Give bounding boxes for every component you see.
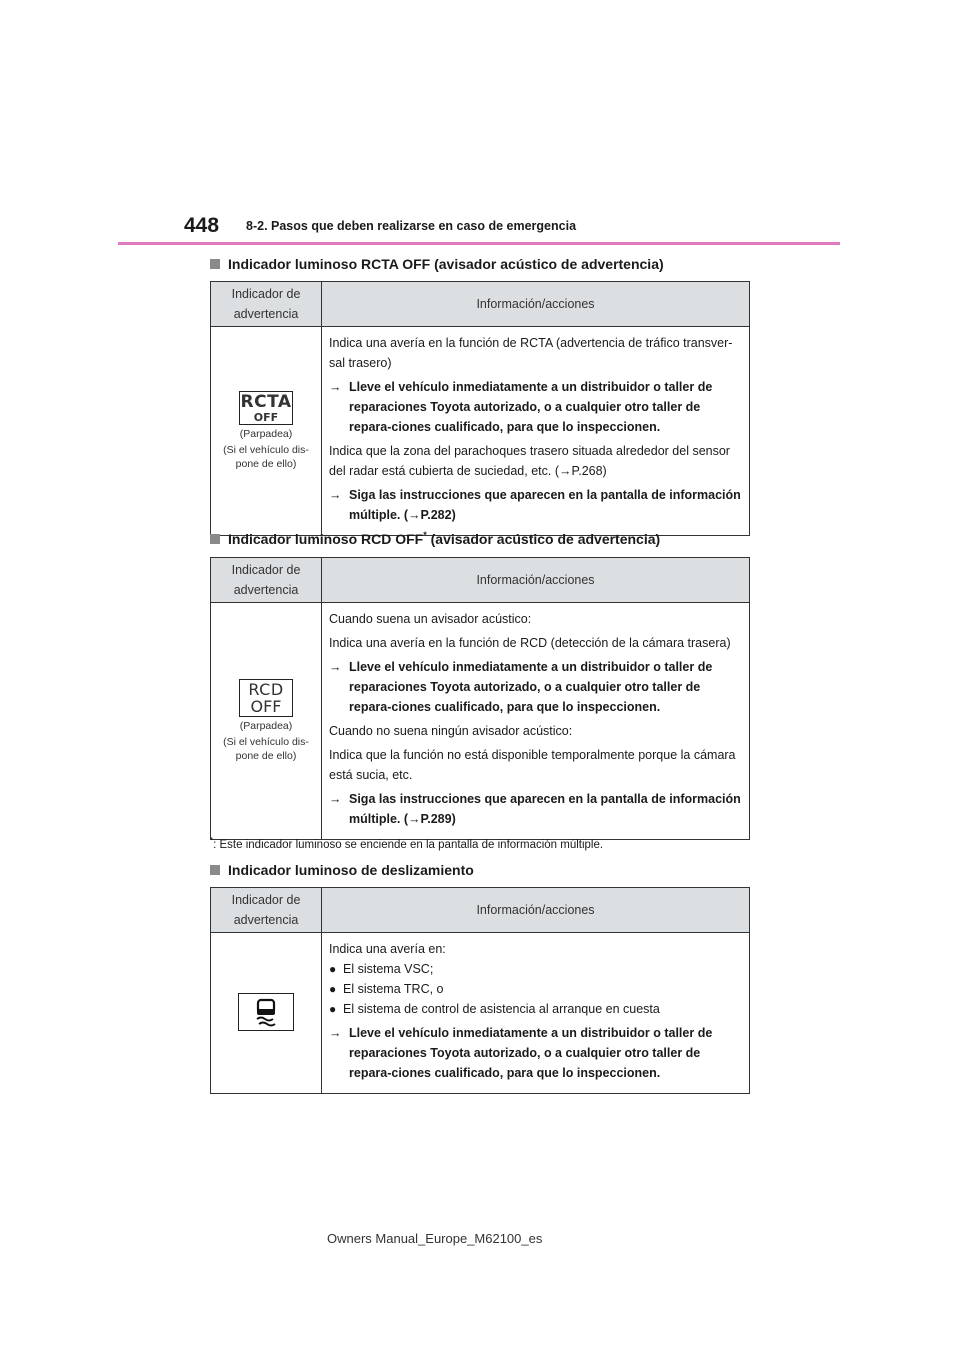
action-item xyxy=(329,657,745,717)
list-item-text: El sistema TRC, o xyxy=(343,982,444,996)
col-header-info: Información/acciones xyxy=(322,282,750,327)
indicator-line2: OFF xyxy=(250,697,282,716)
heading-text: Indicador luminoso RCD OFF xyxy=(228,531,424,547)
heading-text: Indicador luminoso de deslizamiento xyxy=(228,862,474,878)
footnote xyxy=(210,836,603,851)
arrow-icon: → xyxy=(329,488,342,502)
action-item xyxy=(329,377,745,437)
info-text: Cuando suena un avisador acústico: xyxy=(329,612,532,626)
section-heading-rcd xyxy=(210,531,660,547)
indicator-cell xyxy=(211,933,322,1094)
arrow-icon: → xyxy=(329,660,342,674)
info-text: Cuando no suena ningún avisador acústico: xyxy=(329,724,573,738)
rcta-off-indicator-icon xyxy=(239,391,293,425)
arrow-icon: → xyxy=(329,792,342,806)
indicator-line2: OFF xyxy=(253,411,279,424)
heading-tail: (avisador acústico de advertencia) xyxy=(426,531,661,547)
col-header-info: Información/acciones xyxy=(322,888,750,933)
square-bullet-icon xyxy=(210,534,220,544)
bullet-icon: ● xyxy=(329,1002,337,1016)
header-divider xyxy=(118,242,840,245)
info-text: Indica una avería en la función de RCTA (advertencia de tráfico transver-sal trasero) xyxy=(329,336,733,370)
col-header-indicator: Indicador de advertencia xyxy=(211,282,322,327)
list-item xyxy=(329,999,745,1019)
indicator-cell xyxy=(211,327,322,536)
col-header-indicator: Indicador de advertencia xyxy=(211,558,322,603)
arrow-icon: → xyxy=(329,1026,342,1040)
action-text: Lleve el vehículo inmediatamente a un distribuidor o taller de reparaciones Toyota autorizado, o a cualquier otro taller de repara-ciones cualificado, para que lo inspeccionen. xyxy=(349,1026,713,1080)
bullet-icon: ● xyxy=(329,982,337,996)
bullet-icon: ● xyxy=(329,962,337,976)
square-bullet-icon xyxy=(210,865,220,875)
action-item xyxy=(329,1023,745,1083)
indicator-caption-blink: (Parpadea) xyxy=(239,720,293,732)
indicator-caption-availability: (Si el vehículo dis-pone de ello) xyxy=(223,736,309,762)
indicator-caption-availability: (Si el vehículo dis-pone de ello) xyxy=(223,444,309,470)
info-text: Indica una avería en la función de RCD (detección de la cámara trasera) xyxy=(329,636,731,650)
list-item xyxy=(329,979,745,999)
indicator-line1: RCD xyxy=(248,680,284,699)
info-text: Indica que la zona del parachoques trasero situada alrededor del sensor del radar está cubierta de suciedad, etc. (→P.268) xyxy=(329,444,730,478)
info-cell xyxy=(322,327,750,536)
info-cell xyxy=(322,933,750,1094)
action-text: Siga las instrucciones que aparecen en la pantalla de información múltiple. (→P.282) xyxy=(349,488,741,522)
list-item-text: El sistema VSC; xyxy=(343,962,434,976)
list-item xyxy=(329,959,745,979)
action-text: Lleve el vehículo inmediatamente a un distribuidor o taller de reparaciones Toyota autorizado, o a cualquier otro taller de repara-ciones cualificado, para que lo inspeccionen. xyxy=(349,380,713,434)
action-item xyxy=(329,789,745,829)
square-bullet-icon xyxy=(210,259,220,269)
car-skid-icon xyxy=(238,993,294,1031)
footer-doc-id: Owners Manual_Europe_M62100_es xyxy=(327,1231,543,1246)
section-heading-rcta xyxy=(210,256,664,272)
col-header-info: Información/acciones xyxy=(322,558,750,603)
rcta-table xyxy=(210,281,750,536)
info-cell xyxy=(322,603,750,840)
header-section-title: 8-2. Pasos que deben realizarse en caso de emergencia xyxy=(246,219,577,233)
heading-text: Indicador luminoso RCTA OFF (avisador acústico de advertencia) xyxy=(228,256,664,272)
rcd-table xyxy=(210,557,750,840)
action-text: Siga las instrucciones que aparecen en la pantalla de información múltiple. (→P.289) xyxy=(349,792,741,826)
rcd-off-indicator-icon xyxy=(239,679,293,717)
footnote-mark: * xyxy=(210,836,214,845)
info-text: Indica que la función no está disponible temporalmente porque la cámara está sucia, etc. xyxy=(329,748,736,782)
footnote-mark: * xyxy=(423,530,427,540)
arrow-icon: → xyxy=(329,380,342,394)
page-number: 448 xyxy=(184,214,220,237)
action-item xyxy=(329,485,745,525)
footnote-text: : Este indicador luminoso se enciende en la pantalla de información múltiple. xyxy=(213,838,604,851)
info-text: Indica una avería en: xyxy=(329,942,446,956)
indicator-caption-blink: (Parpadea) xyxy=(239,428,293,440)
indicator-cell xyxy=(211,603,322,840)
col-header-indicator: Indicador de advertencia xyxy=(211,888,322,933)
section-heading-slip xyxy=(210,862,474,878)
action-text: Lleve el vehículo inmediatamente a un distribuidor o taller de reparaciones Toyota autorizado, o a cualquier otro taller de repara-ciones cualificado, para que lo inspeccionen. xyxy=(349,660,713,714)
indicator-line1: RCTA xyxy=(240,392,292,412)
list-item-text: El sistema de control de asistencia al arranque en cuesta xyxy=(343,1002,660,1016)
slip-table xyxy=(210,887,750,1094)
